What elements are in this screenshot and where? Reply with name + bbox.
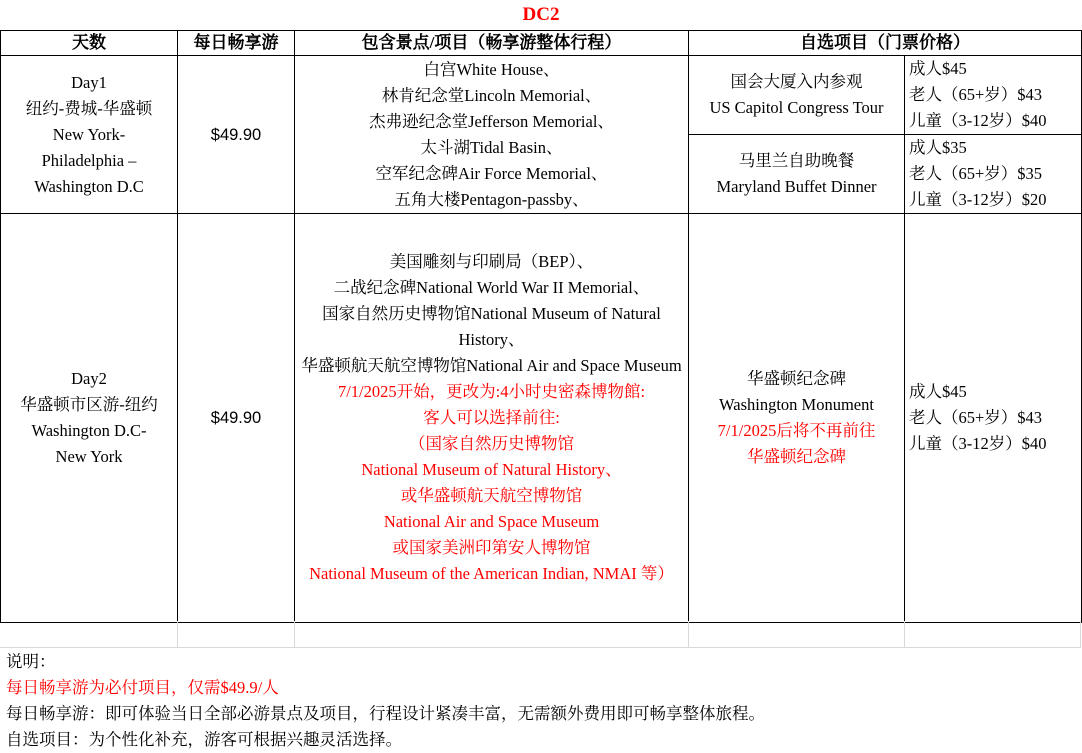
day1-option1-name: [689, 56, 905, 135]
price-line: 成人$45: [909, 59, 967, 78]
day2-price-cell: $49.90: [178, 214, 295, 623]
price-line: 成人$45: [909, 382, 967, 401]
day1-included-item: 杰弗逊纪念堂Jefferson Memorial、: [369, 111, 614, 131]
option-name-line: Maryland Buffet Dinner: [716, 177, 877, 196]
price-line: 儿童（3-12岁）$20: [909, 190, 1047, 209]
header-row: [1, 31, 1082, 56]
option-note-line: 7/1/2025后将不再前往: [717, 421, 876, 440]
day1-included-cell: [295, 56, 689, 214]
day1-included-item: 太斗湖Tidal Basin、: [420, 137, 563, 157]
header-day: 天数: [1, 31, 178, 56]
day2-day-line: Day2: [71, 369, 107, 388]
day1-option1-prices: [905, 56, 1082, 135]
day2-change-notice: 或国家美洲印第安人博物馆: [392, 538, 591, 557]
day1-day-line: New York-: [52, 124, 126, 144]
day2-day-line: 华盛顿市区游-纽约: [20, 395, 158, 414]
grid-divider: [294, 621, 295, 647]
day2-change-notice: 7/1/2025开始，更改为:4小时史密森博物館:: [337, 382, 646, 401]
day1-row-a: [1, 56, 1082, 135]
notes-required: 每日畅享游为必付项目，仅需$49.9/人: [6, 678, 279, 697]
day2-change-notice: 或华盛顿航天航空博物馆: [400, 486, 583, 505]
day2-included-item: 二战纪念碑National World War II Memorial、: [333, 278, 650, 297]
grid-divider: [1080, 621, 1081, 647]
day2-included-item: 华盛顿航天航空博物馆National Air and Space Museum: [301, 356, 682, 375]
grid-divider: [688, 621, 689, 647]
option-note-line: 华盛顿纪念碑: [747, 447, 846, 466]
day2-included-item: 国家自然历史博物馆National Museum of Natural History、: [322, 304, 661, 349]
header-daily: 每日畅享游: [178, 31, 295, 56]
day1-day-line: Washington D.C: [34, 176, 144, 196]
price-line: 成人$35: [909, 138, 967, 157]
day2-change-notice: 客人可以选择前往:: [423, 408, 560, 427]
day2-day-cell: [1, 214, 178, 623]
day1-included-item: 空军纪念碑Air Force Memorial、: [375, 163, 608, 183]
page-title: DC2: [522, 4, 560, 25]
option-name-line: 马里兰自助晚餐: [738, 151, 855, 170]
day1-included-item: 五角大楼Pentagon-passby、: [394, 189, 589, 209]
day2-included-item: 美国雕刻与印刷局（BEP）、: [389, 252, 594, 271]
day2-change-notice: National Air and Space Museum: [383, 512, 600, 531]
day1-day-line: Philadelphia –: [41, 150, 137, 170]
option-name-line: US Capitol Congress Tour: [709, 98, 884, 117]
price-line: 老人（65+岁）$43: [909, 85, 1043, 104]
itinerary-table: [0, 30, 1082, 623]
option-name-line: Washington Monument: [719, 395, 874, 414]
day2-row: [1, 214, 1082, 623]
day1-included-item: 白宫White House、: [423, 59, 560, 79]
notes-daily-desc: 每日畅享游：即可体验当日全部必游景点及项目，行程设计紧凑丰富，无需额外费用即可畅享整体旅程。: [6, 704, 765, 723]
day1-day-cell: [1, 56, 178, 214]
day2-day-line: New York: [55, 447, 123, 466]
header-optional: 自选项目（门票价格）: [689, 31, 1082, 56]
notes-heading: 说明：: [6, 652, 56, 671]
empty-spreadsheet-row: [0, 621, 1081, 648]
price-line: 老人（65+岁）$43: [909, 408, 1043, 427]
option-name-line: 国会大厦入内参观: [730, 72, 863, 91]
day1-price-cell: $49.90: [178, 56, 295, 214]
day2-option-prices: [905, 214, 1082, 623]
day2-change-notice: National Museum of Natural History、: [361, 460, 622, 479]
grid-divider: [177, 621, 178, 647]
header-included: 包含景点/项目（畅享游整体行程）: [295, 31, 689, 56]
day2-change-notice: （国家自然历史博物馆: [409, 434, 574, 453]
day1-included-item: 林肯纪念堂Lincoln Memorial、: [381, 85, 602, 105]
day1-day-line: 纽约-费城-华盛顿: [25, 98, 153, 118]
price-line: 儿童（3-12岁）$40: [909, 434, 1047, 453]
option-name-line: 华盛顿纪念碑: [747, 369, 846, 388]
day1-day-line: Day1: [71, 72, 107, 92]
day1-option2-name: [689, 135, 905, 214]
notes-section: [6, 649, 765, 753]
day1-option2-prices: [905, 135, 1082, 214]
grid-divider: [904, 621, 905, 647]
day2-option-name: [689, 214, 905, 623]
day2-day-line: Washington D.C-: [31, 421, 147, 440]
day2-change-notice: National Museum of the American Indian, NMAI 等）: [309, 564, 674, 583]
day2-included-cell: [295, 214, 689, 623]
notes-optional-desc: 自选项目：为个性化补充，游客可根据兴趣灵活选择。: [6, 730, 402, 749]
price-line: 老人（65+岁）$35: [909, 164, 1043, 183]
price-line: 儿童（3-12岁）$40: [909, 111, 1047, 130]
